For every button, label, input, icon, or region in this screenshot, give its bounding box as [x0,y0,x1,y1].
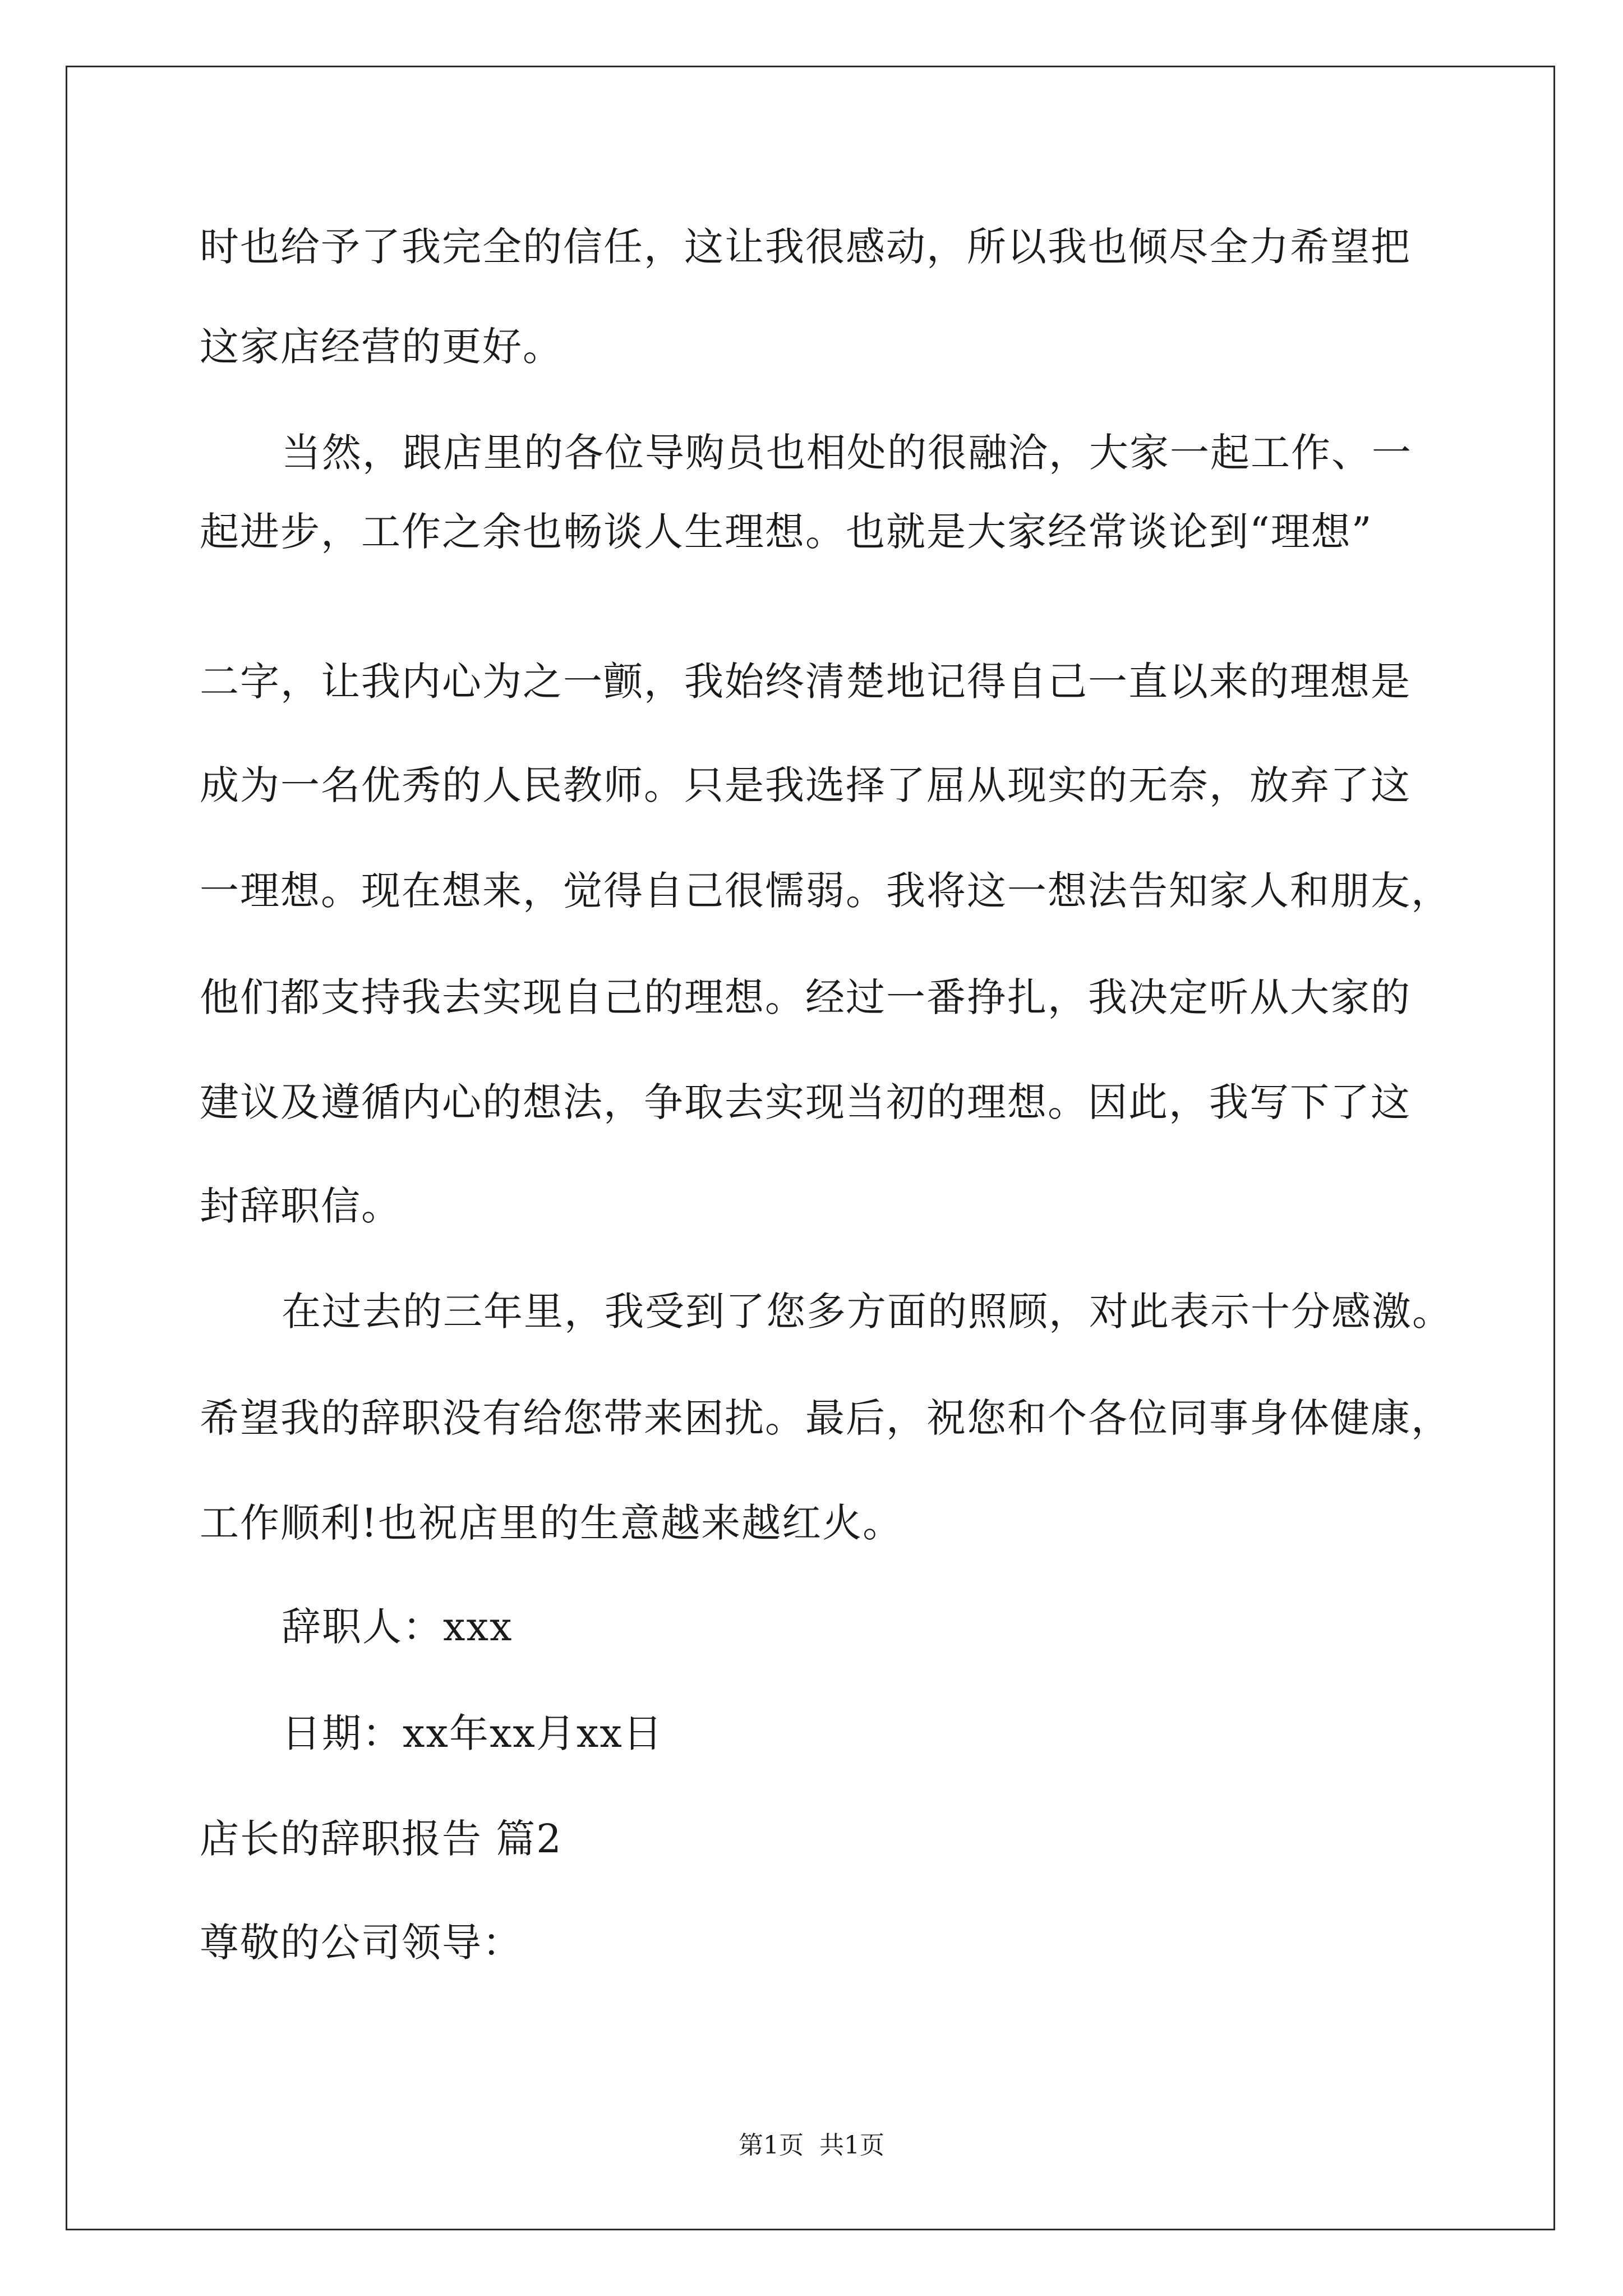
salutation-line: 尊敬的公司领导： [200,1920,523,1966]
paragraph-line: 在过去的三年里，我受到了您多方面的照顾，对此表示十分感激。 [282,1289,1453,1335]
paragraph-line: 工作顺利!也祝店里的生意越来越红火。 [200,1500,903,1546]
paragraph-line: 成为一名优秀的人民教师。只是我选择了屈从现实的无奈，放弃了这 [200,762,1411,808]
page-number: 第1页 共1页 [739,2131,884,2160]
signature-line: 辞职人：xxx [282,1604,513,1650]
page-border [66,66,1555,2230]
paragraph-line: 这家店经营的更好。 [200,324,563,370]
section-heading: 店长的辞职报告 篇2 [200,1816,562,1862]
paragraph-line: 二字，让我内心为之一颤，我始终清楚地记得自己一直以来的理想是 [200,659,1411,705]
paragraph-line: 当然，跟店里的各位导购员也相处的很融洽，大家一起工作、一 [282,430,1412,476]
paragraph-line: 时也给予了我完全的信任，这让我很感动，所以我也倾尽全力希望把 [200,224,1411,270]
paragraph-line: 起进步，工作之余也畅谈人生理想。也就是大家经常谈论到“理想” [200,509,1373,555]
paragraph-line: 他们都支持我去实现自己的理想。经过一番挣扎，我决定听从大家的 [200,974,1411,1020]
paragraph-line: 一理想。现在想来，觉得自己很懦弱。我将这一想法告知家人和朋友， [200,868,1451,914]
date-line: 日期：xx年xx月xx日 [282,1710,663,1756]
paragraph-line: 建议及遵循内心的想法，争取去实现当初的理想。因此，我写下了这 [200,1079,1411,1125]
paragraph-line: 封辞职信。 [200,1183,402,1229]
paragraph-line: 希望我的辞职没有给您带来困扰。最后，祝您和个各位同事身体健康， [200,1395,1451,1441]
